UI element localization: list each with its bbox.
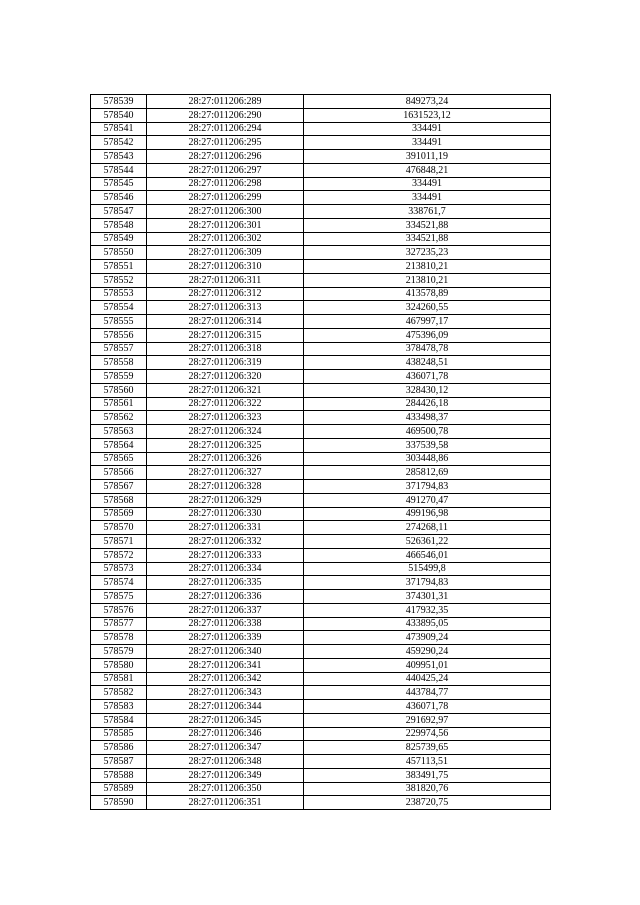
row-number-cell: 578549 — [91, 232, 147, 246]
row-number-cell: 578575 — [91, 590, 147, 604]
row-number-cell: 578580 — [91, 658, 147, 672]
row-number-cell: 578542 — [91, 136, 147, 150]
row-number-cell: 578562 — [91, 411, 147, 425]
value-cell: 334521,88 — [304, 232, 551, 246]
cadastral-number-cell: 28:27:011206:329 — [147, 493, 304, 507]
cadastral-number-cell: 28:27:011206:311 — [147, 273, 304, 287]
table-row — [91, 480, 551, 494]
value-cell: 303448,86 — [304, 452, 551, 466]
row-number-cell: 578577 — [91, 617, 147, 631]
cadastral-number-cell: 28:27:011206:336 — [147, 590, 304, 604]
value-cell: 436071,78 — [304, 370, 551, 384]
value-cell: 338761,7 — [304, 205, 551, 219]
table-row — [91, 562, 551, 576]
value-cell: 466546,01 — [304, 548, 551, 562]
cadastral-number-cell: 28:27:011206:294 — [147, 122, 304, 136]
table-row — [91, 548, 551, 562]
cadastral-number-cell: 28:27:011206:331 — [147, 521, 304, 535]
row-number-cell: 578557 — [91, 342, 147, 356]
value-cell: 473909,24 — [304, 631, 551, 645]
value-cell: 334491 — [304, 191, 551, 205]
table-row — [91, 452, 551, 466]
row-number-cell: 578545 — [91, 177, 147, 191]
value-cell: 849273,24 — [304, 95, 551, 109]
row-number-cell: 578565 — [91, 452, 147, 466]
table-row — [91, 617, 551, 631]
row-number-cell: 578576 — [91, 603, 147, 617]
row-number-cell: 578573 — [91, 562, 147, 576]
table-row — [91, 535, 551, 549]
row-number-cell: 578541 — [91, 122, 147, 136]
table-row — [91, 507, 551, 521]
row-number-cell: 578584 — [91, 713, 147, 727]
value-cell: 433498,37 — [304, 411, 551, 425]
cadastral-number-cell: 28:27:011206:330 — [147, 507, 304, 521]
cadastral-number-cell: 28:27:011206:338 — [147, 617, 304, 631]
cadastral-number-cell: 28:27:011206:328 — [147, 480, 304, 494]
value-cell: 475396,09 — [304, 328, 551, 342]
value-cell: 440425,24 — [304, 672, 551, 686]
cadastral-number-cell: 28:27:011206:344 — [147, 700, 304, 714]
table-body — [91, 95, 551, 810]
cadastral-number-cell: 28:27:011206:337 — [147, 603, 304, 617]
table-row — [91, 273, 551, 287]
cadastral-number-cell: 28:27:011206:334 — [147, 562, 304, 576]
cadastral-number-cell: 28:27:011206:309 — [147, 246, 304, 260]
value-cell: 334491 — [304, 136, 551, 150]
row-number-cell: 578571 — [91, 535, 147, 549]
table-row — [91, 122, 551, 136]
cadastral-number-cell: 28:27:011206:314 — [147, 315, 304, 329]
row-number-cell: 578551 — [91, 260, 147, 274]
cadastral-number-cell: 28:27:011206:339 — [147, 631, 304, 645]
row-number-cell: 578572 — [91, 548, 147, 562]
row-number-cell: 578579 — [91, 645, 147, 659]
row-number-cell: 578578 — [91, 631, 147, 645]
table-row — [91, 658, 551, 672]
table-row — [91, 301, 551, 315]
cadastral-number-cell: 28:27:011206:298 — [147, 177, 304, 191]
table-row — [91, 713, 551, 727]
table-row — [91, 521, 551, 535]
table-row — [91, 108, 551, 122]
value-cell: 476848,21 — [304, 163, 551, 177]
cadastral-number-cell: 28:27:011206:340 — [147, 645, 304, 659]
cadastral-number-cell: 28:27:011206:320 — [147, 370, 304, 384]
value-cell: 371794,83 — [304, 480, 551, 494]
cadastral-value-table — [90, 94, 551, 810]
table-row — [91, 177, 551, 191]
value-cell: 229974,56 — [304, 727, 551, 741]
table-row — [91, 603, 551, 617]
value-cell: 337539,58 — [304, 438, 551, 452]
cadastral-number-cell: 28:27:011206:343 — [147, 686, 304, 700]
row-number-cell: 578588 — [91, 768, 147, 782]
value-cell: 433895,05 — [304, 617, 551, 631]
value-cell: 436071,78 — [304, 700, 551, 714]
cadastral-number-cell: 28:27:011206:333 — [147, 548, 304, 562]
value-cell: 371794,83 — [304, 576, 551, 590]
table-row — [91, 383, 551, 397]
value-cell: 238720,75 — [304, 796, 551, 810]
cadastral-number-cell: 28:27:011206:319 — [147, 356, 304, 370]
cadastral-number-cell: 28:27:011206:296 — [147, 150, 304, 164]
cadastral-number-cell: 28:27:011206:297 — [147, 163, 304, 177]
table-row — [91, 590, 551, 604]
table-row — [91, 645, 551, 659]
cadastral-number-cell: 28:27:011206:349 — [147, 768, 304, 782]
table-row — [91, 768, 551, 782]
cadastral-number-cell: 28:27:011206:323 — [147, 411, 304, 425]
row-number-cell: 578559 — [91, 370, 147, 384]
table-row — [91, 246, 551, 260]
cadastral-number-cell: 28:27:011206:322 — [147, 397, 304, 411]
cadastral-number-cell: 28:27:011206:327 — [147, 466, 304, 480]
value-cell: 469500,78 — [304, 425, 551, 439]
row-number-cell: 578561 — [91, 397, 147, 411]
row-number-cell: 578552 — [91, 273, 147, 287]
row-number-cell: 578560 — [91, 383, 147, 397]
value-cell: 374301,31 — [304, 590, 551, 604]
value-cell: 413578,89 — [304, 287, 551, 301]
row-number-cell: 578568 — [91, 493, 147, 507]
value-cell: 526361,22 — [304, 535, 551, 549]
value-cell: 334521,88 — [304, 218, 551, 232]
cadastral-number-cell: 28:27:011206:318 — [147, 342, 304, 356]
cadastral-number-cell: 28:27:011206:332 — [147, 535, 304, 549]
cadastral-number-cell: 28:27:011206:342 — [147, 672, 304, 686]
cadastral-number-cell: 28:27:011206:347 — [147, 741, 304, 755]
row-number-cell: 578574 — [91, 576, 147, 590]
value-cell: 274268,11 — [304, 521, 551, 535]
table-row — [91, 163, 551, 177]
value-cell: 334491 — [304, 122, 551, 136]
value-cell: 1631523,12 — [304, 108, 551, 122]
table-row — [91, 232, 551, 246]
cadastral-number-cell: 28:27:011206:351 — [147, 796, 304, 810]
table-row — [91, 755, 551, 769]
row-number-cell: 578581 — [91, 672, 147, 686]
row-number-cell: 578548 — [91, 218, 147, 232]
row-number-cell: 578589 — [91, 782, 147, 796]
row-number-cell: 578546 — [91, 191, 147, 205]
row-number-cell: 578570 — [91, 521, 147, 535]
table-row — [91, 287, 551, 301]
cadastral-number-cell: 28:27:011206:290 — [147, 108, 304, 122]
table-row — [91, 370, 551, 384]
value-cell: 285812,69 — [304, 466, 551, 480]
cadastral-number-cell: 28:27:011206:324 — [147, 425, 304, 439]
table-row — [91, 631, 551, 645]
value-cell: 391011,19 — [304, 150, 551, 164]
row-number-cell: 578586 — [91, 741, 147, 755]
cadastral-number-cell: 28:27:011206:295 — [147, 136, 304, 150]
value-cell: 381820,76 — [304, 782, 551, 796]
table-row — [91, 328, 551, 342]
value-cell: 499196,98 — [304, 507, 551, 521]
row-number-cell: 578539 — [91, 95, 147, 109]
value-cell: 467997,17 — [304, 315, 551, 329]
value-cell: 378478,78 — [304, 342, 551, 356]
table-row — [91, 136, 551, 150]
value-cell: 334491 — [304, 177, 551, 191]
cadastral-number-cell: 28:27:011206:345 — [147, 713, 304, 727]
row-number-cell: 578558 — [91, 356, 147, 370]
table-row — [91, 576, 551, 590]
value-cell: 443784,77 — [304, 686, 551, 700]
value-cell: 438248,51 — [304, 356, 551, 370]
row-number-cell: 578585 — [91, 727, 147, 741]
table-row — [91, 727, 551, 741]
cadastral-number-cell: 28:27:011206:300 — [147, 205, 304, 219]
table-row — [91, 260, 551, 274]
value-cell: 515499,8 — [304, 562, 551, 576]
cadastral-number-cell: 28:27:011206:350 — [147, 782, 304, 796]
cadastral-number-cell: 28:27:011206:301 — [147, 218, 304, 232]
value-cell: 457113,51 — [304, 755, 551, 769]
table-row — [91, 397, 551, 411]
table-row — [91, 95, 551, 109]
row-number-cell: 578544 — [91, 163, 147, 177]
cadastral-number-cell: 28:27:011206:335 — [147, 576, 304, 590]
value-cell: 409951,01 — [304, 658, 551, 672]
table-row — [91, 672, 551, 686]
row-number-cell: 578554 — [91, 301, 147, 315]
cadastral-number-cell: 28:27:011206:348 — [147, 755, 304, 769]
row-number-cell: 578553 — [91, 287, 147, 301]
table-row — [91, 342, 551, 356]
cadastral-number-cell: 28:27:011206:321 — [147, 383, 304, 397]
value-cell: 213810,21 — [304, 260, 551, 274]
table-row — [91, 466, 551, 480]
cadastral-number-cell: 28:27:011206:289 — [147, 95, 304, 109]
value-cell: 324260,55 — [304, 301, 551, 315]
value-cell: 327235,23 — [304, 246, 551, 260]
table-row — [91, 411, 551, 425]
cadastral-number-cell: 28:27:011206:312 — [147, 287, 304, 301]
table-row — [91, 205, 551, 219]
row-number-cell: 578582 — [91, 686, 147, 700]
row-number-cell: 578556 — [91, 328, 147, 342]
cadastral-number-cell: 28:27:011206:302 — [147, 232, 304, 246]
table-row — [91, 438, 551, 452]
value-cell: 213810,21 — [304, 273, 551, 287]
row-number-cell: 578543 — [91, 150, 147, 164]
table-row — [91, 356, 551, 370]
table-row — [91, 425, 551, 439]
row-number-cell: 578566 — [91, 466, 147, 480]
row-number-cell: 578555 — [91, 315, 147, 329]
table-row — [91, 315, 551, 329]
value-cell: 459290,24 — [304, 645, 551, 659]
value-cell: 417932,35 — [304, 603, 551, 617]
row-number-cell: 578567 — [91, 480, 147, 494]
row-number-cell: 578564 — [91, 438, 147, 452]
table-row — [91, 700, 551, 714]
row-number-cell: 578569 — [91, 507, 147, 521]
cadastral-number-cell: 28:27:011206:346 — [147, 727, 304, 741]
table-row — [91, 218, 551, 232]
row-number-cell: 578583 — [91, 700, 147, 714]
row-number-cell: 578590 — [91, 796, 147, 810]
row-number-cell: 578587 — [91, 755, 147, 769]
table-row — [91, 741, 551, 755]
cadastral-number-cell: 28:27:011206:299 — [147, 191, 304, 205]
value-cell: 291692,97 — [304, 713, 551, 727]
cadastral-number-cell: 28:27:011206:326 — [147, 452, 304, 466]
value-cell: 284426,18 — [304, 397, 551, 411]
table-row — [91, 191, 551, 205]
row-number-cell: 578540 — [91, 108, 147, 122]
table-row — [91, 493, 551, 507]
table-row — [91, 686, 551, 700]
value-cell: 383491,75 — [304, 768, 551, 782]
cadastral-number-cell: 28:27:011206:310 — [147, 260, 304, 274]
table-row — [91, 796, 551, 810]
row-number-cell: 578550 — [91, 246, 147, 260]
table-row — [91, 150, 551, 164]
row-number-cell: 578547 — [91, 205, 147, 219]
value-cell: 825739,65 — [304, 741, 551, 755]
cadastral-number-cell: 28:27:011206:341 — [147, 658, 304, 672]
cadastral-number-cell: 28:27:011206:325 — [147, 438, 304, 452]
cadastral-number-cell: 28:27:011206:315 — [147, 328, 304, 342]
table-row — [91, 782, 551, 796]
row-number-cell: 578563 — [91, 425, 147, 439]
cadastral-number-cell: 28:27:011206:313 — [147, 301, 304, 315]
value-cell: 328430,12 — [304, 383, 551, 397]
value-cell: 491270,47 — [304, 493, 551, 507]
